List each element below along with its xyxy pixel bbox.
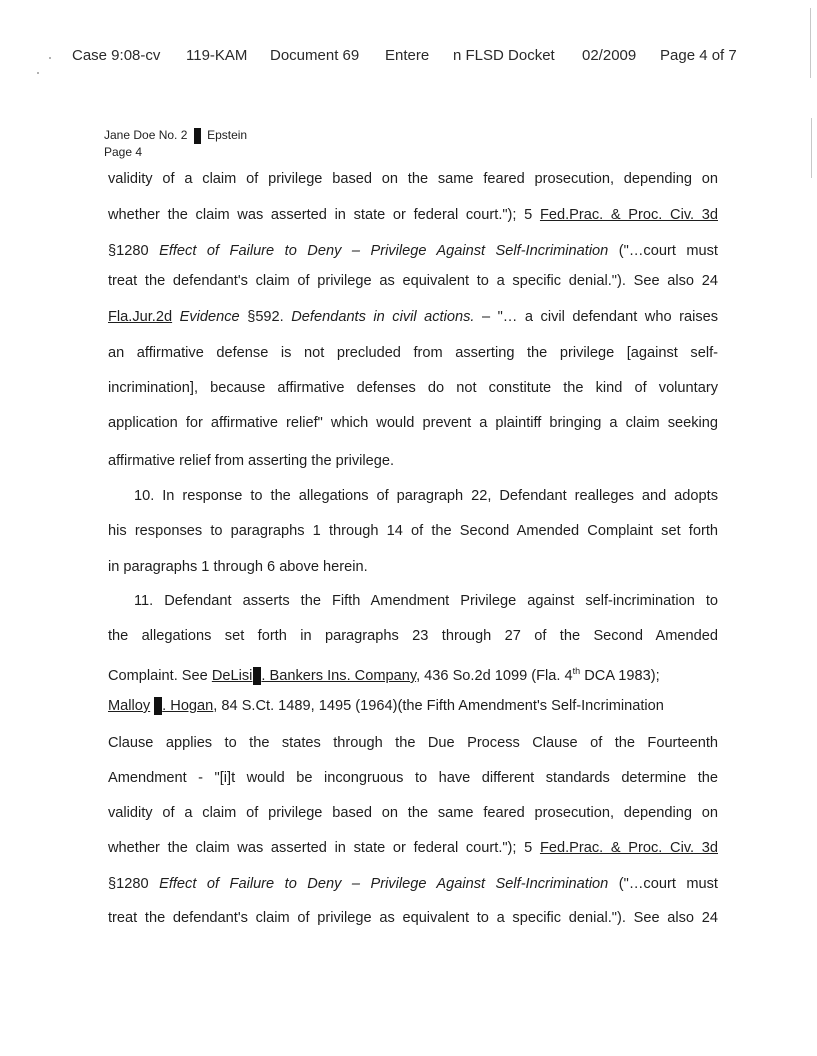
text-line: §1280 Effect of Failure to Deny – Privilege Against Self-Incrimination ("…court must (108, 876, 718, 892)
citation: . Bankers Ins. Company (261, 667, 417, 684)
paragraph-10: 10. In response to the allegations of paragraph 22, Defendant realleges and adopts (134, 488, 718, 504)
text-line: Amendment - "[i]t would be incongruous to have different standards determine the (108, 770, 718, 786)
caption-plaintiff: Jane Doe No. 2 (104, 128, 188, 143)
caption-defendant: Epstein (207, 128, 248, 143)
text-line: Malloy . Hogan, 84 S.Ct. 1489, 1495 (1964)(the Fifth Amendment's Self-Incrimination (108, 698, 664, 714)
scan-speck (49, 57, 51, 59)
docket-label: n FLSD Docket (453, 47, 555, 64)
case-number: Case 9:08-cv (72, 47, 161, 64)
text-line: the allegations set forth in paragraphs 23 through 27 of the Second Amended (108, 628, 718, 644)
text-line: validity of a claim of privilege based on the same feared prosecution, depending on (108, 171, 718, 187)
text-line: affirmative relief from asserting the privilege. (108, 453, 395, 469)
redaction-bar (194, 128, 201, 144)
text-line: an affirmative defense is not precluded from asserting the privilege [against self- (108, 345, 718, 361)
text-line: incrimination], because affirmative defenses do not constitute the kind of voluntary (108, 380, 718, 396)
docket-date: 02/2009 (582, 47, 637, 64)
entered-label: Entere (385, 47, 430, 64)
text-line: whether the claim was asserted in state or federal court."); 5 Fed.Prac. & Proc. Civ. 3d (108, 840, 718, 856)
citation: Fla.Jur.2d (108, 309, 173, 325)
text-line: treat the defendant's claim of privilege as equivalent to a specific denial."). See also 24 (108, 910, 718, 926)
scan-edge-line (811, 118, 812, 178)
citation: Fed.Prac. & Proc. Civ. 3d (539, 840, 718, 856)
text-line: treat the defendant's claim of privilege as equivalent to a specific denial."). See also 24 (108, 273, 718, 289)
text-line: Clause applies to the states through the Due Process Clause of the Fourteenth (108, 735, 718, 751)
case-suffix: 119-KAM (186, 47, 248, 64)
text-line: Fla.Jur.2d Evidence §592. Defendants in civil actions. – "… a civil defendant who raises (108, 309, 719, 325)
text-line: whether the claim was asserted in state or federal court."); 5 Fed.Prac. & Proc. Civ. 3d (108, 207, 718, 223)
text-line: in paragraphs 1 through 6 above herein. (108, 559, 368, 575)
citation: Malloy (108, 698, 151, 714)
text-line: Complaint. See DeLisi . Bankers Ins. Company, 436 So.2d 1099 (Fla. 4th DCA 1983); (108, 666, 660, 684)
citation: Fed.Prac. & Proc. Civ. 3d (539, 207, 718, 223)
case-caption (104, 128, 247, 144)
redaction-bar (154, 697, 162, 715)
citation: . Hogan (162, 698, 214, 714)
paragraph-11: 11. Defendant asserts the Fifth Amendment Privilege against self-incrimination to (134, 593, 718, 609)
page-of: Page 4 of 7 (660, 47, 737, 64)
text-line: his responses to paragraphs 1 through 14 of the Second Amended Complaint set forth (108, 523, 718, 539)
text-line: application for affirmative relief" which would prevent a plaintiff bringing a claim seeking (108, 415, 718, 431)
document-number: Document 69 (270, 47, 360, 64)
citation: DeLisi (211, 667, 253, 684)
scan-edge-line (810, 8, 811, 78)
text-line: validity of a claim of privilege based on the same feared prosecution, depending on (108, 805, 718, 821)
text-line: §1280 Effect of Failure to Deny – Privilege Against Self-Incrimination ("…court must (108, 243, 718, 259)
scan-speck (37, 72, 39, 74)
caption-page: Page 4 (104, 145, 143, 159)
